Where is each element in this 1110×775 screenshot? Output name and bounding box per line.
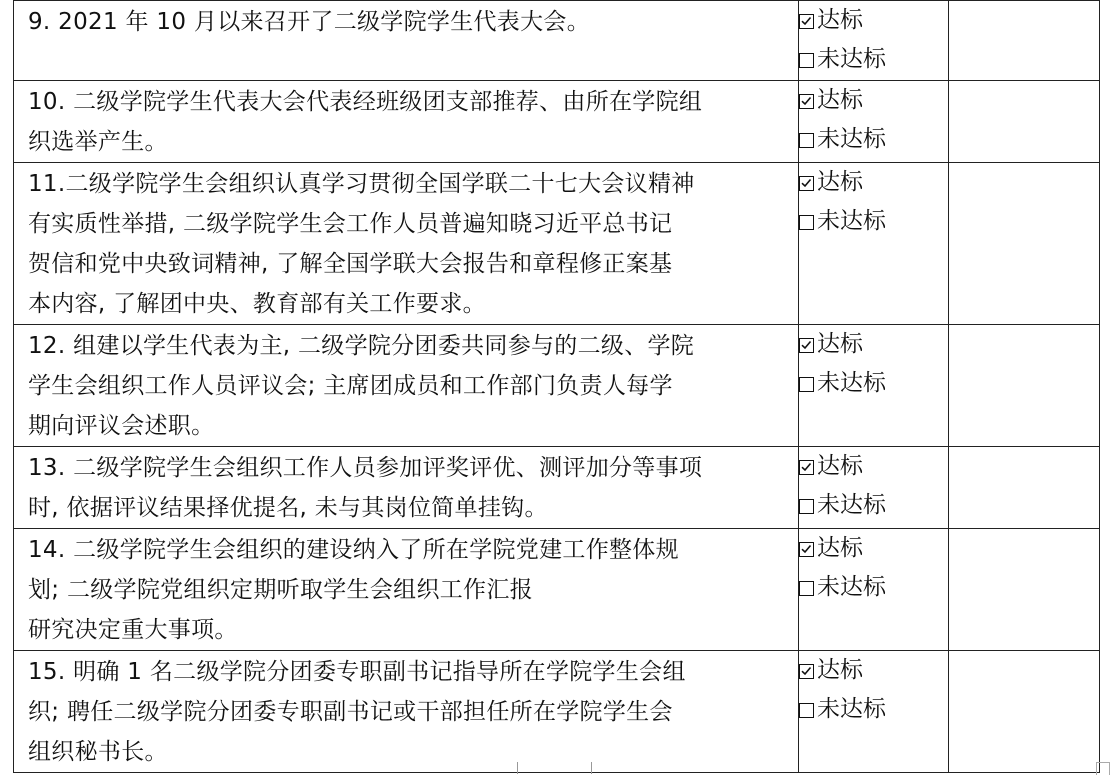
status-option-unmet[interactable] [799,120,948,159]
checked-box-icon[interactable] [799,94,814,109]
status-cell [799,529,949,651]
status-option-label: 未达标 [817,574,886,600]
empty-box-icon[interactable] [799,377,814,392]
status-option-label: 达标 [817,657,863,683]
empty-box-icon[interactable] [799,133,814,148]
table-row [14,325,1100,447]
checked-box-icon[interactable] [799,664,814,679]
status-option-met[interactable] [799,447,948,486]
criterion-cell [14,1,799,81]
remarks-cell[interactable] [949,529,1100,651]
remarks-cell[interactable] [949,651,1100,773]
status-option-label: 达标 [817,87,863,113]
status-option-label: 达标 [817,7,863,33]
status-option-label: 达标 [817,331,863,357]
status-option-unmet[interactable] [799,568,948,607]
empty-box-icon[interactable] [799,703,814,718]
criterion-text: 14. 二级学院学生会组织的建设纳入了所在学院党建工作整体规 划; 二级学院党组织定期听取学生会组织工作汇报 研究决定重大事项。 [28,537,679,643]
checked-box-icon[interactable] [799,176,814,191]
criterion-cell [14,529,799,651]
status-cell [799,651,949,773]
remarks-cell[interactable] [949,81,1100,163]
status-option-label: 未达标 [817,208,886,234]
checked-box-icon[interactable] [799,460,814,475]
criterion-cell [14,447,799,529]
criterion-cell [14,325,799,447]
status-option-label: 未达标 [817,126,886,152]
criteria-table [13,0,1100,773]
criterion-cell [14,163,799,325]
status-option-unmet[interactable] [799,364,948,403]
status-option-met[interactable] [799,325,948,364]
empty-box-icon[interactable] [799,499,814,514]
criterion-cell [14,651,799,773]
page-footer-mark [517,762,592,774]
table-row [14,163,1100,325]
criterion-cell [14,81,799,163]
table-row [14,529,1100,651]
status-option-unmet[interactable] [799,690,948,729]
criterion-text: 15. 明确 1 名二级学院分团委专职副书记指导所在学院学生会组 织; 聘任二级学院分团委专职副书记或干部担任所在学院学生会 组织秘书长。 [28,659,686,765]
status-option-label: 达标 [817,453,863,479]
status-option-met[interactable] [799,651,948,690]
checked-box-icon[interactable] [799,338,814,353]
status-option-label: 未达标 [817,492,886,518]
criterion-text: 11.二级学院学生会组织认真学习贯彻全国学联二十七大会议精神 有实质性举措, 二级学院学生会工作人员普遍知晓习近平总书记 贺信和党中央致词精神, 了解全国学联大会报告和章程修正案基 本内容, 了解团中央、教育部有关工作要求。 [28,171,695,317]
table-row [14,1,1100,81]
empty-box-icon[interactable] [799,581,814,596]
status-option-label: 达标 [817,169,863,195]
checked-box-icon[interactable] [799,542,814,557]
status-option-met[interactable] [799,163,948,202]
criterion-text: 13. 二级学院学生会组织工作人员参加评奖评优、测评加分等事项 时, 依据评议结果择优提名, 未与其岗位简单挂钩。 [28,455,703,521]
table-row [14,447,1100,529]
page-corner-mark [1096,762,1110,775]
status-cell [799,81,949,163]
status-option-unmet[interactable] [799,40,948,79]
criterion-text: 12. 组建以学生代表为主, 二级学院分团委共同参与的二级、学院 学生会组织工作人员评议会; 主席团成员和工作部门负责人每学 期向评议会述职。 [28,333,695,439]
empty-box-icon[interactable] [799,53,814,68]
criterion-text: 10. 二级学院学生代表大会代表经班级团支部推荐、由所在学院组 织选举产生。 [28,89,703,155]
status-option-label: 达标 [817,535,863,561]
status-option-label: 未达标 [817,46,886,72]
table-row [14,81,1100,163]
status-option-label: 未达标 [817,370,886,396]
status-cell [799,163,949,325]
status-option-met[interactable] [799,529,948,568]
table-row [14,651,1100,773]
status-option-unmet[interactable] [799,486,948,525]
status-cell [799,447,949,529]
status-option-unmet[interactable] [799,202,948,241]
status-option-met[interactable] [799,1,948,40]
checked-box-icon[interactable] [799,14,814,29]
status-option-met[interactable] [799,81,948,120]
criterion-text: 9. 2021 年 10 月以来召开了二级学院学生代表大会。 [28,9,590,35]
remarks-cell[interactable] [949,163,1100,325]
remarks-cell[interactable] [949,1,1100,81]
status-cell [799,325,949,447]
remarks-cell[interactable] [949,325,1100,447]
status-option-label: 未达标 [817,696,886,722]
status-cell [799,1,949,81]
criteria-table-body [14,1,1100,773]
remarks-cell[interactable] [949,447,1100,529]
empty-box-icon[interactable] [799,215,814,230]
